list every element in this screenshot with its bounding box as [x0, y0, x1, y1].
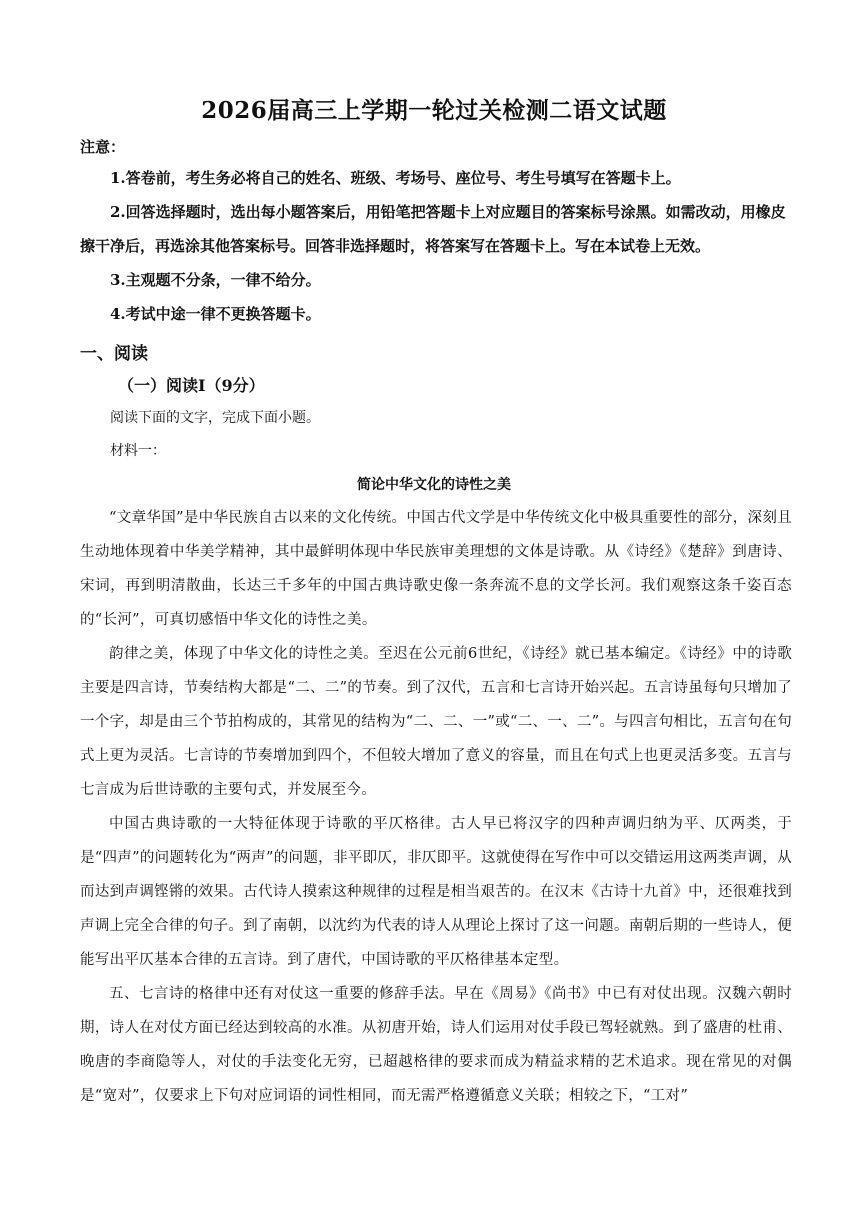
- notice-item-3: 3.主观题不分条，一律不给分。: [110, 271, 321, 289]
- section-heading: 一、阅读: [80, 344, 148, 364]
- notice-label: 注意：: [80, 138, 126, 156]
- notice-item-1: 1.答卷前，考生务必将自己的姓名、班级、考场号、座位号、考生号填写在答题卡上。: [110, 169, 681, 187]
- notice-item-4: 4.考试中途一律不更换答题卡。: [110, 305, 321, 323]
- reading-instruction: 阅读下面的文字，完成下面小题。: [110, 410, 320, 426]
- article-paragraph-3: 中国古典诗歌的一大特征体现于诗歌的平仄格律。古人早已将汉字的四种声调归纳为平、仄两类，于是“四声”的问题转化为“两声”的问题，非平即仄，非仄即平。这就使得在写作中可以交错运用这两类声调，从而达到声调铿锵的效果。古代诗人摸索这种规律的过程是相当艰苦的。在汉末《古诗十九首》中，还很难找到声调上完全合律的句子。到了南朝，以沈约为代表的诗人从理论上探讨了这一问题。南朝后期的一些诗人，便能写出平仄基本合律的五言诗。到了唐代，中国诗歌的平仄格律基本定型。: [80, 816, 792, 968]
- exam-title: 2026届高三上学期一轮过关检测二语文试题: [201, 97, 667, 124]
- notice-item-2: 2.回答选择题时，选出每小题答案后，用铅笔把答题卡上对应题目的答案标号涂黑。如需改动，用橡皮擦干净后，再选涂其他答案标号。回答非选择题时，将答案写在答题卡上。写在本试卷上无效。: [80, 203, 786, 255]
- article-paragraph-4: 五、七言诗的格律中还有对仗这一重要的修辞手法。早在《周易》《尚书》中已有对仗出现。汉魏六朝时期，诗人在对仗方面已经达到较高的水准。从初唐开始，诗人们运用对仗手段已驾轻就熟。到了盛唐的杜甫、晚唐的李商隐等人，对仗的手法变化无穷，已超越格律的要求而成为精益求精的艺术追求。现在常见的对偶是“宽对”，仅要求上下句对应词语的词性相同，而无需严格遵循意义关联；相较之下，“工对”: [80, 986, 792, 1104]
- material-label: 材料一：: [110, 443, 166, 459]
- article-title: 简论中华文化的诗性之美: [357, 477, 511, 493]
- subsection-heading: （一）阅读Ⅰ（9分）: [118, 376, 265, 395]
- article-paragraph-1: “文章华国”是中华民族自古以来的文化传统。中国古代文学是中华传统文化中极具重要性的部分，深刻且生动地体现着中华美学精神，其中最鲜明体现中华民族审美理想的文体是诗歌。从《诗经》《楚辞》到唐诗、宋词，再到明清散曲，长达三千多年的中国古典诗歌史像一条奔流不息的文学长河。我们观察这条千姿百态的“长河”，可真切感悟中华文化的诗性之美。: [80, 510, 792, 628]
- article-paragraph-2: 韵律之美，体现了中华文化的诗性之美。至迟在公元前6世纪，《诗经》就已基本编定。《诗经》中的诗歌主要是四言诗，节奏结构大都是“二、二”的节奏。到了汉代，五言和七言诗开始兴起。五言诗虽每句只增加了一个字，却是由三个节拍构成的，其常见的结构为“二、二、一”或“二、一、二”。与四言句相比，五言句在句式上更为灵活。七言诗的节奏增加到四个，不但较大增加了意义的容量，而且在句式上也更灵活多变。五言与七言成为后世诗歌的主要句式，并发展至今。: [80, 646, 792, 798]
